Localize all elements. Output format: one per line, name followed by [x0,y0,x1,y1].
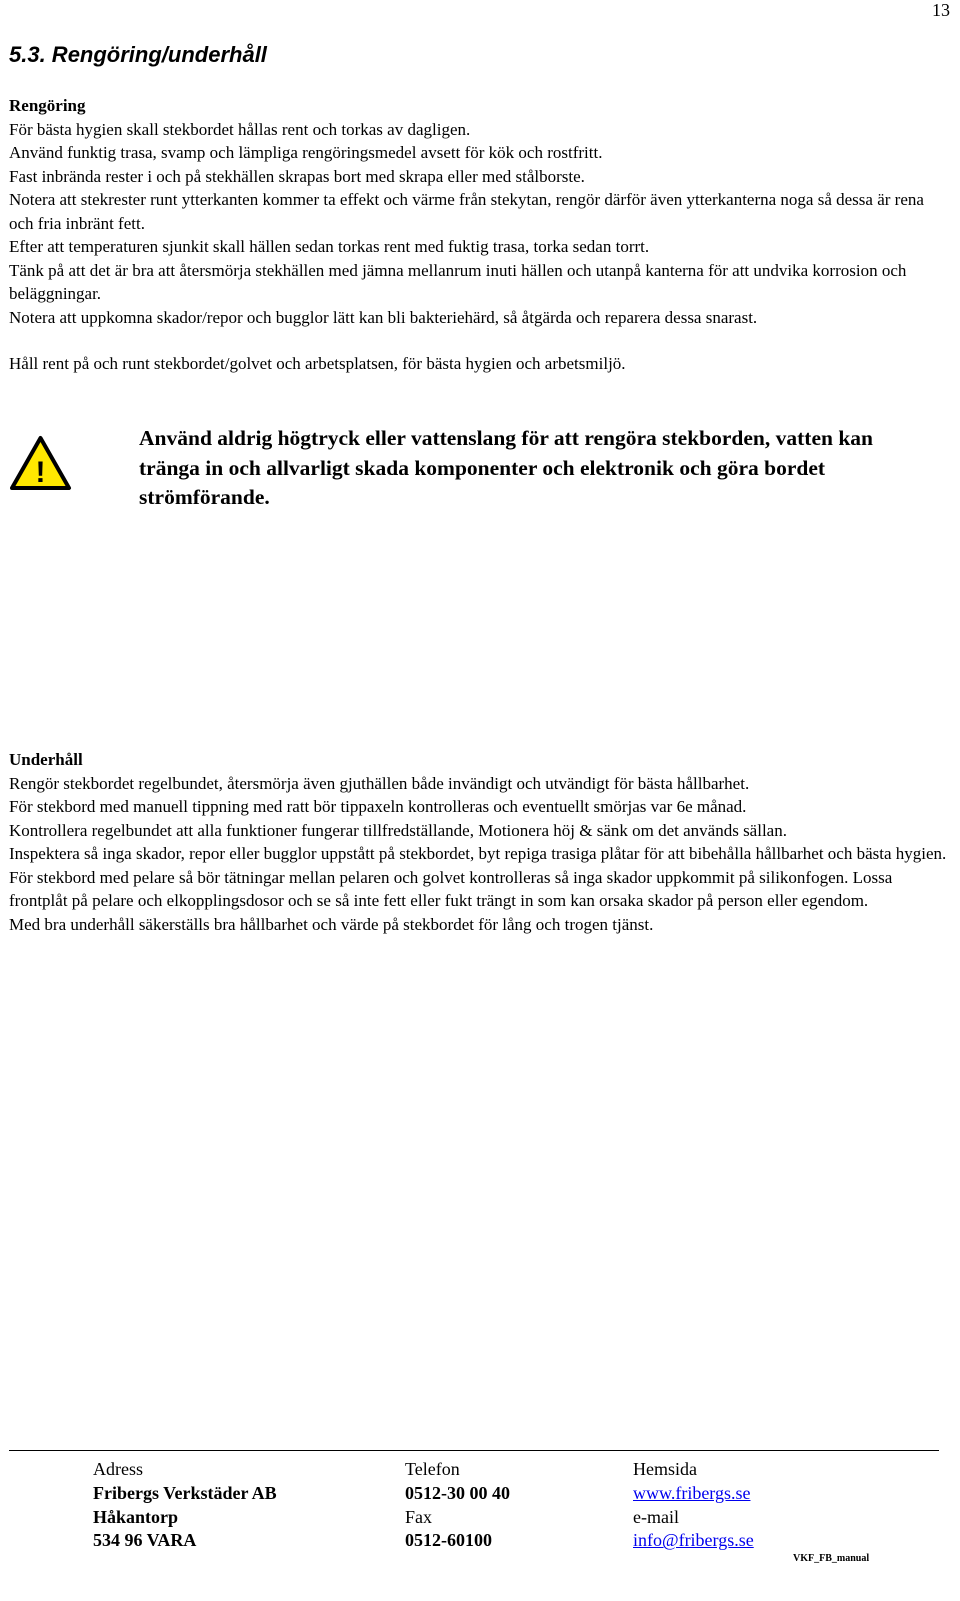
maintenance-line: För stekbord med pelare så bör tätningar mellan pelaren och golvet kontrolleras så inga skador uppkommit på silikonfogen. Lossa frontplåt på pelare och elkopplingsdosor och se så inte fett eller fukt trängt in som kan orsaka skador på person eller egendom. [9,867,893,910]
cleaning-line: Tänk på att det är bra att återsmörja stekhällen med jämna mellanrum inuti hällen och utanpå kanterna för att undvika korrosion och beläggningar. [9,260,907,303]
maintenance-line: Kontrollera regelbundet att alla funktioner fungerar tillfredställande, Motionera höj & sänk om det används sällan. [9,820,787,840]
company-name: Fribergs Verkstäder AB [93,1482,277,1503]
warning-text: Använd aldrig högtryck eller vattenslang för att rengöra stekborden, vatten kan tränga in och allvarligt skada komponenter och elektronik och göra bordet strömförande. [139,426,873,509]
cleaning-line: Notera att stekrester runt ytterkanten kommer ta effekt och värme från stekytan, rengör därför även ytterkanterna noga så dessa är rena och fria inbränt fett. [9,190,924,233]
cleaning-heading: Rengöring [9,96,86,115]
maintenance-line: Med bra underhåll säkerställs bra hållbarhet och värde på stekbordet för lång och trogen tjänst. [9,914,654,934]
address-label: Adress [93,1459,143,1479]
maintenance-line: För stekbord med manuell tippning med ratt bör tippaxeln kontrolleras och eventuellt smörjas var 6e månad. [9,797,747,816]
footer-phone-column [405,1458,510,1553]
street-address: Håkantorp [93,1506,179,1527]
footer-divider [9,1450,939,1451]
maintenance-line: Inspektera så inga skador, repor eller bugglor uppstått på stekbordet, byt repiga trasiga plåtar för att bibehålla hållbarhet och bästa hygien. [9,844,947,863]
email-label: e-mail [633,1506,679,1527]
web-label: Hemsida [633,1459,697,1479]
phone-label: Telefon [405,1459,460,1479]
page-number: 13 [932,0,950,20]
cleaning-line: Använd funktig trasa, svamp och lämpliga rengöringsmedel avsett för kök och rostfritt. [9,143,603,162]
email-link[interactable]: info@fribergs.se [633,1530,754,1551]
maintenance-heading: Underhåll [9,750,83,769]
warning-exclamation: ! [35,456,46,489]
section-title: 5.3. Rengöring/underhåll [9,42,267,67]
footer-web-column [633,1458,754,1553]
keep-clean-note: Håll rent på och runt stekbordet/golvet och arbetsplatsen, för bästa hygien och arbetsmiljö. [9,354,626,373]
postal-address: 534 96 VARA [93,1530,197,1551]
cleaning-line: Notera att uppkomna skador/repor och bugglor lätt kan bli bakteriehärd, så åtgärda och reparera dessa snarast. [9,307,758,327]
fax-label: Fax [405,1506,432,1527]
maintenance-line: Rengör stekbordet regelbundet, återsmörja även gjuthällen både invändigt och utvändigt för bästa hållbarhet. [9,773,750,793]
document-code: VKF_FB_manual [793,1553,870,1564]
footer-address-column [93,1458,277,1553]
website-link[interactable]: www.fribergs.se [633,1482,751,1503]
cleaning-line: Efter att temperaturen sjunkit skall hällen sedan torkas rent med fuktig trasa, torka sedan torrt. [9,237,650,256]
fax-number: 0512-60100 [405,1530,492,1551]
maintenance-section [9,748,949,936]
phone-number: 0512-30 00 40 [405,1482,510,1503]
cleaning-line: För bästa hygien skall stekbordet hållas rent och torkas av dagligen. [9,119,471,139]
cleaning-section [9,94,949,329]
warning-triangle-icon [9,435,72,491]
cleaning-line: Fast inbrända rester i och på stekhällen skrapas bort med skrapa eller med stålborste. [9,166,585,186]
